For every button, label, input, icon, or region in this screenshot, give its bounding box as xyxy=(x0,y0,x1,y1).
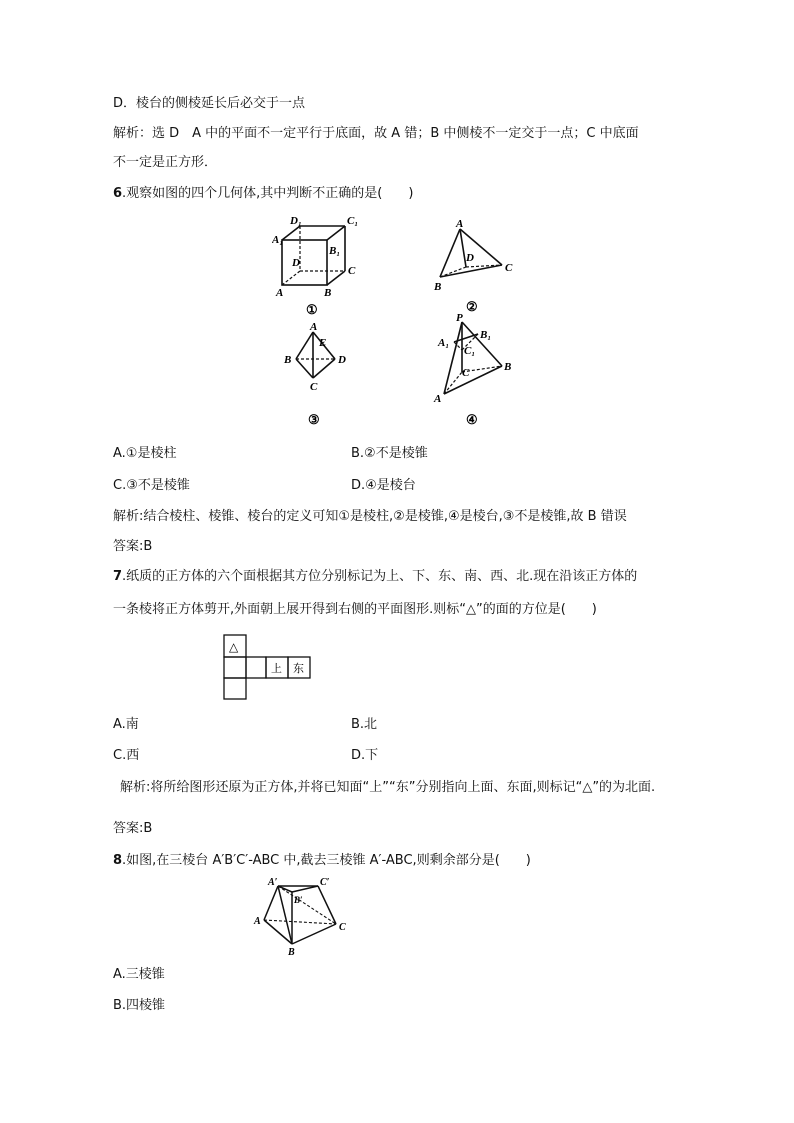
label-b1: B₁ xyxy=(329,245,341,257)
q7-option-a: A.南 xyxy=(113,717,139,732)
analysis-5-line-1: 解析：选 D A 中的平面不一定平行于底面，故 A 错；B 中侧棱不一定交于一点；C 中底面 xyxy=(113,126,639,141)
q6-answer: 答案:B xyxy=(113,539,153,554)
label-d: D xyxy=(292,257,300,269)
question-6-number: 6 xyxy=(113,186,123,201)
label-a-prime: A′ xyxy=(268,877,278,888)
figure-2-tetrahedron xyxy=(430,215,530,320)
cube-net-figure xyxy=(222,633,332,701)
label-a: A xyxy=(310,321,318,333)
frustum-figure xyxy=(250,872,360,958)
label-b: B xyxy=(288,947,295,958)
label-c: C xyxy=(310,381,318,393)
net-triangle-label: △ xyxy=(229,640,239,654)
figure-1-cube xyxy=(272,210,372,320)
q6-option-c: C.③不是棱锥 xyxy=(113,478,190,493)
label-a1: A₁ xyxy=(272,234,284,246)
label-c: C xyxy=(339,922,346,933)
question-8-number: 8 xyxy=(113,853,123,868)
caption-1: ① xyxy=(306,302,318,317)
q8-option-a: A.三棱锥 xyxy=(113,967,165,982)
label-a: A xyxy=(456,218,464,230)
label-c1: C₁ xyxy=(464,345,476,357)
label-a1: A₁ xyxy=(438,337,450,349)
label-e: E xyxy=(319,337,327,349)
q7-option-b: B.北 xyxy=(351,717,378,732)
label-b: B xyxy=(284,354,292,366)
option-d-text: D．棱台的侧棱延长后必交于一点 xyxy=(113,96,306,111)
q6-option-b: B.②不是棱锥 xyxy=(351,446,428,461)
net-top-label: 上 xyxy=(271,662,282,675)
q7-option-d: D.下 xyxy=(351,748,379,763)
label-b-prime: B′ xyxy=(294,895,303,905)
label-c-prime: C′ xyxy=(320,877,330,888)
q7-options-row-2 xyxy=(113,747,379,765)
label-c: C xyxy=(348,265,356,277)
q7-options-row-1 xyxy=(113,716,378,734)
label-c: C xyxy=(505,262,513,274)
label-c: C xyxy=(462,367,470,379)
label-d: D xyxy=(338,354,346,366)
question-6 xyxy=(113,185,413,203)
analysis-5-line-2: 不一定是正方形． xyxy=(113,155,218,170)
question-7-line-1 xyxy=(113,568,637,586)
figure-4-solid xyxy=(432,310,522,430)
question-7-line-2: 一条棱将正方体剪开,外面朝上展开得到右侧的平面图形.则标“△”的面的方位是( ) xyxy=(113,602,597,617)
caption-3: ③ xyxy=(308,412,320,427)
label-b: B xyxy=(434,281,442,293)
q7-option-c: C.西 xyxy=(113,748,140,763)
figure-3-solid xyxy=(280,320,360,430)
label-d1: D₁ xyxy=(290,215,302,227)
question-8 xyxy=(113,852,531,870)
caption-2: ② xyxy=(466,299,478,314)
q8-option-b: B.四棱锥 xyxy=(113,998,166,1013)
label-a: A xyxy=(276,287,284,299)
label-a: A xyxy=(434,393,442,405)
label-b1: B₁ xyxy=(480,329,492,341)
q7-analysis: 解析:将所给图形还原为正方体,并将已知面“上”“东”分别指向上面、东面,则标记“△”的为北面. xyxy=(120,780,656,795)
question-6-text: .观察如图的四个几何体,其中判断不正确的是( ) xyxy=(122,186,414,201)
question-8-text: .如图,在三棱台 A′B′C′-ABC 中,截去三棱锥 A′-ABC,则剩余部分是( ) xyxy=(122,853,531,868)
label-d: D xyxy=(466,252,474,264)
label-a: A xyxy=(254,916,261,927)
label-b: B xyxy=(324,287,332,299)
caption-4: ④ xyxy=(466,412,478,427)
net-east-label: 东 xyxy=(293,662,304,675)
q7-answer: 答案:B xyxy=(113,821,153,836)
q6-option-d: D.④是棱台 xyxy=(351,478,416,493)
q6-options-row-2 xyxy=(113,477,416,495)
question-7-text-1: .纸质的正方体的六个面根据其方位分别标记为上、下、东、南、西、北.现在沿该正方体的 xyxy=(122,569,638,584)
label-p: P xyxy=(456,312,463,324)
label-c1: C₁ xyxy=(347,215,359,227)
q6-option-a: A.①是棱柱 xyxy=(113,446,177,461)
q6-options-row-1 xyxy=(113,445,428,463)
q6-analysis: 解析:结合棱柱、棱锥、棱台的定义可知①是棱柱,②是棱锥,④是棱台,③不是棱锥,故 B 错误 xyxy=(113,509,627,524)
label-b: B xyxy=(504,361,512,373)
question-7-number: 7 xyxy=(113,569,123,584)
